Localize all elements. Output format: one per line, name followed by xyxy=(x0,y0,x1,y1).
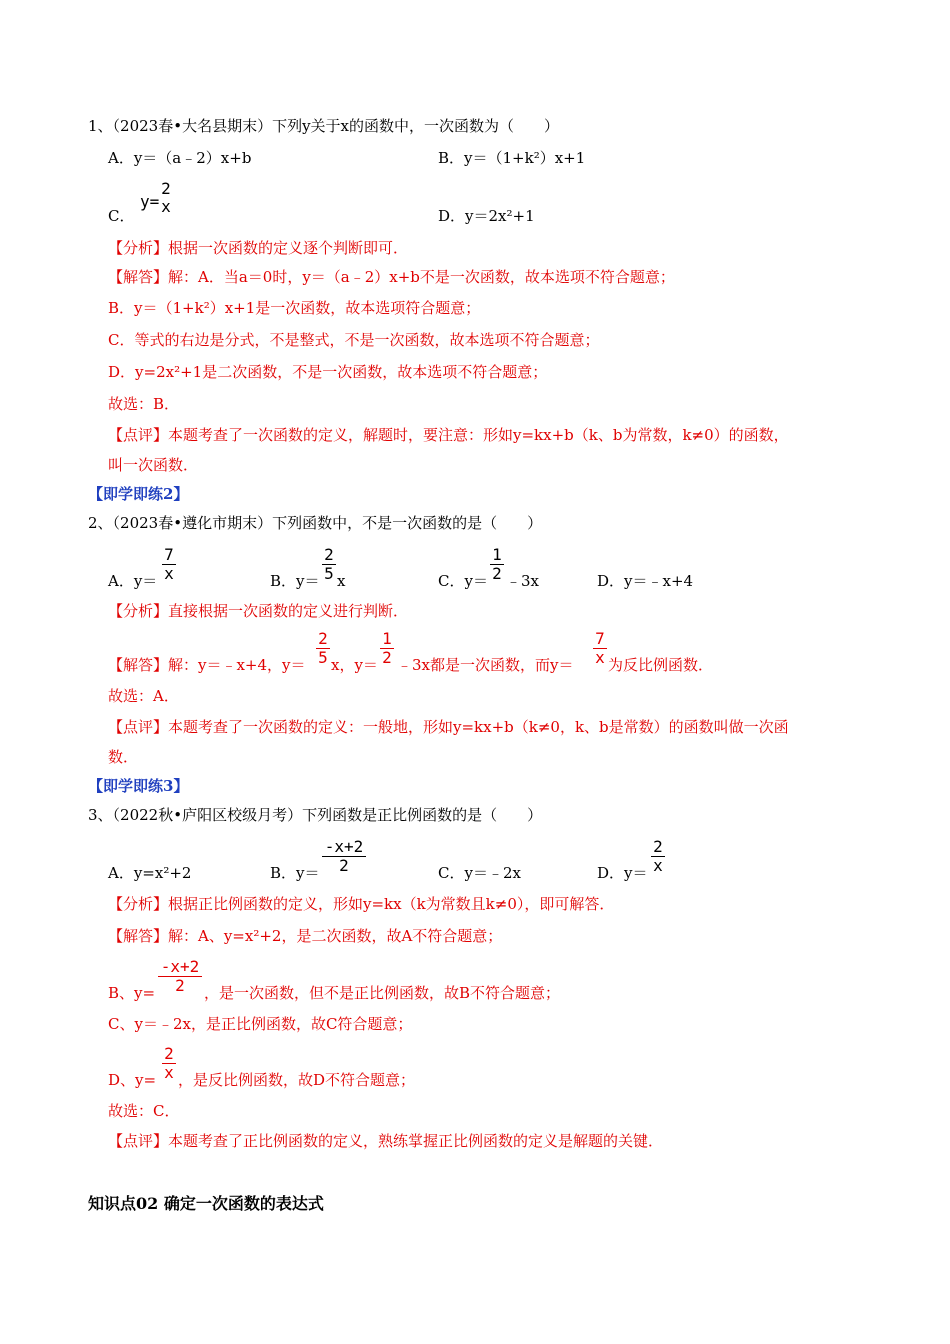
q3-choose: 故选：C． xyxy=(108,1102,180,1120)
q3-stem: 3、（2022秋•庐阳区校级月考）下列函数是正比例函数的是（ ） xyxy=(88,806,543,824)
q3-comment: 【点评】本题考查了正比例函数的定义，熟练掌握正比例函数的定义是解题的关键． xyxy=(108,1132,664,1150)
fraction-denominator: 2 xyxy=(339,856,349,875)
fraction-denominator: x xyxy=(653,856,663,875)
q1-option-b: B．y＝（1+k²）x+1 xyxy=(438,149,586,167)
q2-comment-line2: 数． xyxy=(108,748,139,766)
practice-heading-3: 【即学即练3】 xyxy=(88,777,189,795)
q3-option-a: A．y=x²+2 xyxy=(108,864,192,882)
fraction-denominator: 5 xyxy=(318,648,328,667)
q1-option-c-fraction xyxy=(158,180,174,216)
q3-option-b: B．y＝ xyxy=(270,864,320,882)
q2-answer-fraction1 xyxy=(316,630,330,667)
q3-option-c: C．y＝﹣2x xyxy=(438,864,521,882)
q2-option-a-fraction xyxy=(162,546,176,583)
fraction-denominator: 2 xyxy=(382,648,392,667)
q3-answer-d-fraction xyxy=(162,1045,176,1082)
q3-option-d-fraction xyxy=(651,838,665,875)
q3-answer-d-text: ，是反比例函数，故D不符合题意； xyxy=(178,1071,416,1089)
q2-option-b-tail: x xyxy=(337,572,346,590)
q2-option-c-fraction xyxy=(490,546,504,583)
q1-answer-line2: B．y＝（1+k²）x+1是一次函数，故本选项符合题意； xyxy=(108,299,481,317)
q2-option-c-tail: ﹣3x xyxy=(506,572,540,590)
fraction-numerator: 7 xyxy=(593,630,607,649)
q1-option-c-label: C． xyxy=(108,207,135,225)
q2-analysis: 【分析】直接根据一次函数的定义进行判断． xyxy=(108,602,409,620)
section-title: 知识点02 确定一次函数的表达式 xyxy=(88,1194,324,1213)
q2-option-b: B．y＝ xyxy=(270,572,320,590)
q1-stem: 1、（2023春•大名县期末）下列y关于x的函数中，一次函数为（ ） xyxy=(88,117,560,135)
q3-answer-b-prefix: B、y= xyxy=(108,984,156,1002)
fraction-numerator: 2 xyxy=(651,838,665,857)
q3-answer-line-c: C、y＝﹣2x，是正比例函数，故C符合题意； xyxy=(108,1015,413,1033)
q2-option-b-fraction xyxy=(322,546,336,583)
fraction-denominator: x xyxy=(164,564,174,583)
q3-answer-line1: 【解答】解：A、y=x²+2，是二次函数，故A不符合题意； xyxy=(108,927,503,945)
fraction-denominator: x xyxy=(164,1063,174,1082)
q3-option-d: D．y＝ xyxy=(597,864,648,882)
q1-answer-line4: D．y=2x²+1是二次函数，不是一次函数，故本选项不符合题意； xyxy=(108,363,548,381)
practice-heading-2: 【即学即练2】 xyxy=(88,485,189,503)
q3-option-b-fraction xyxy=(322,838,366,875)
fraction-numerator: 1 xyxy=(380,630,394,649)
fraction-numerator: -x+2 xyxy=(322,838,366,857)
q2-option-c: C．y＝ xyxy=(438,572,488,590)
q2-answer-part1: 【解答】解：y＝﹣x+4，y＝ xyxy=(108,656,306,674)
q2-answer-part2: x，y＝ xyxy=(331,656,378,674)
q2-answer-fraction2 xyxy=(380,630,394,667)
fraction-numerator: -x+2 xyxy=(158,958,202,977)
fraction-numerator: 7 xyxy=(162,546,176,565)
fraction-denominator: 2 xyxy=(492,564,502,583)
fraction-numerator: 2 xyxy=(322,546,336,565)
fraction-numerator: 2 xyxy=(161,179,171,198)
fraction-numerator: 2 xyxy=(316,630,330,649)
fraction-denominator: x xyxy=(595,648,605,667)
q3-answer-d-prefix: D、y= xyxy=(108,1071,157,1089)
q2-option-d: D．y＝﹣x+4 xyxy=(597,572,694,590)
q1-option-d: D．y＝2x²+1 xyxy=(438,207,535,225)
q3-answer-b-text: ，是一次函数，但不是正比例函数，故B不符合题意； xyxy=(204,984,561,1002)
q1-option-c-prefix: y= xyxy=(140,192,160,211)
q3-answer-b-fraction xyxy=(158,958,202,995)
q2-answer-fraction3 xyxy=(593,630,607,667)
q1-answer-line1: 【解答】解：A．当a＝0时，y＝（a﹣2）x+b不是一次函数，故本选项不符合题意； xyxy=(108,268,675,286)
fraction-numerator: 1 xyxy=(490,546,504,565)
q2-choose: 故选：A． xyxy=(108,687,179,705)
fraction-denominator: 2 xyxy=(175,976,185,995)
q1-analysis: 【分析】根据一次函数的定义逐个判断即可． xyxy=(108,239,409,257)
q1-choose: 故选：B． xyxy=(108,395,180,413)
q1-option-a: A．y＝（a﹣2）x+b xyxy=(108,149,252,167)
fraction-numerator: 2 xyxy=(162,1045,176,1064)
q2-answer-part4: 为反比例函数． xyxy=(608,656,714,674)
q2-comment-line1: 【点评】本题考查了一次函数的定义：一般地，形如y=kx+b（k≠0，k、b是常数）的函数叫做一次函 xyxy=(108,718,789,736)
fraction-denominator: x xyxy=(161,197,171,216)
q3-analysis: 【分析】根据正比例函数的定义，形如y=kx（k为常数且k≠0），即可解答． xyxy=(108,895,615,913)
q2-answer-part3: ﹣3x都是一次函数，而y＝ xyxy=(397,656,574,674)
fraction-denominator: 5 xyxy=(324,564,334,583)
q1-comment-line2: 叫一次函数． xyxy=(108,456,199,474)
q2-option-a: A．y＝ xyxy=(108,572,158,590)
q1-comment-line1: 【点评】本题考查了一次函数的定义，解题时，要注意：形如y=kx+b（k、b为常数，k≠0）的函数， xyxy=(108,426,789,444)
q2-stem: 2、（2023春•遵化市期末）下列函数中，不是一次函数的是（ ） xyxy=(88,514,543,532)
q1-answer-line3: C．等式的右边是分式，不是整式，不是一次函数，故本选项不符合题意； xyxy=(108,331,600,349)
